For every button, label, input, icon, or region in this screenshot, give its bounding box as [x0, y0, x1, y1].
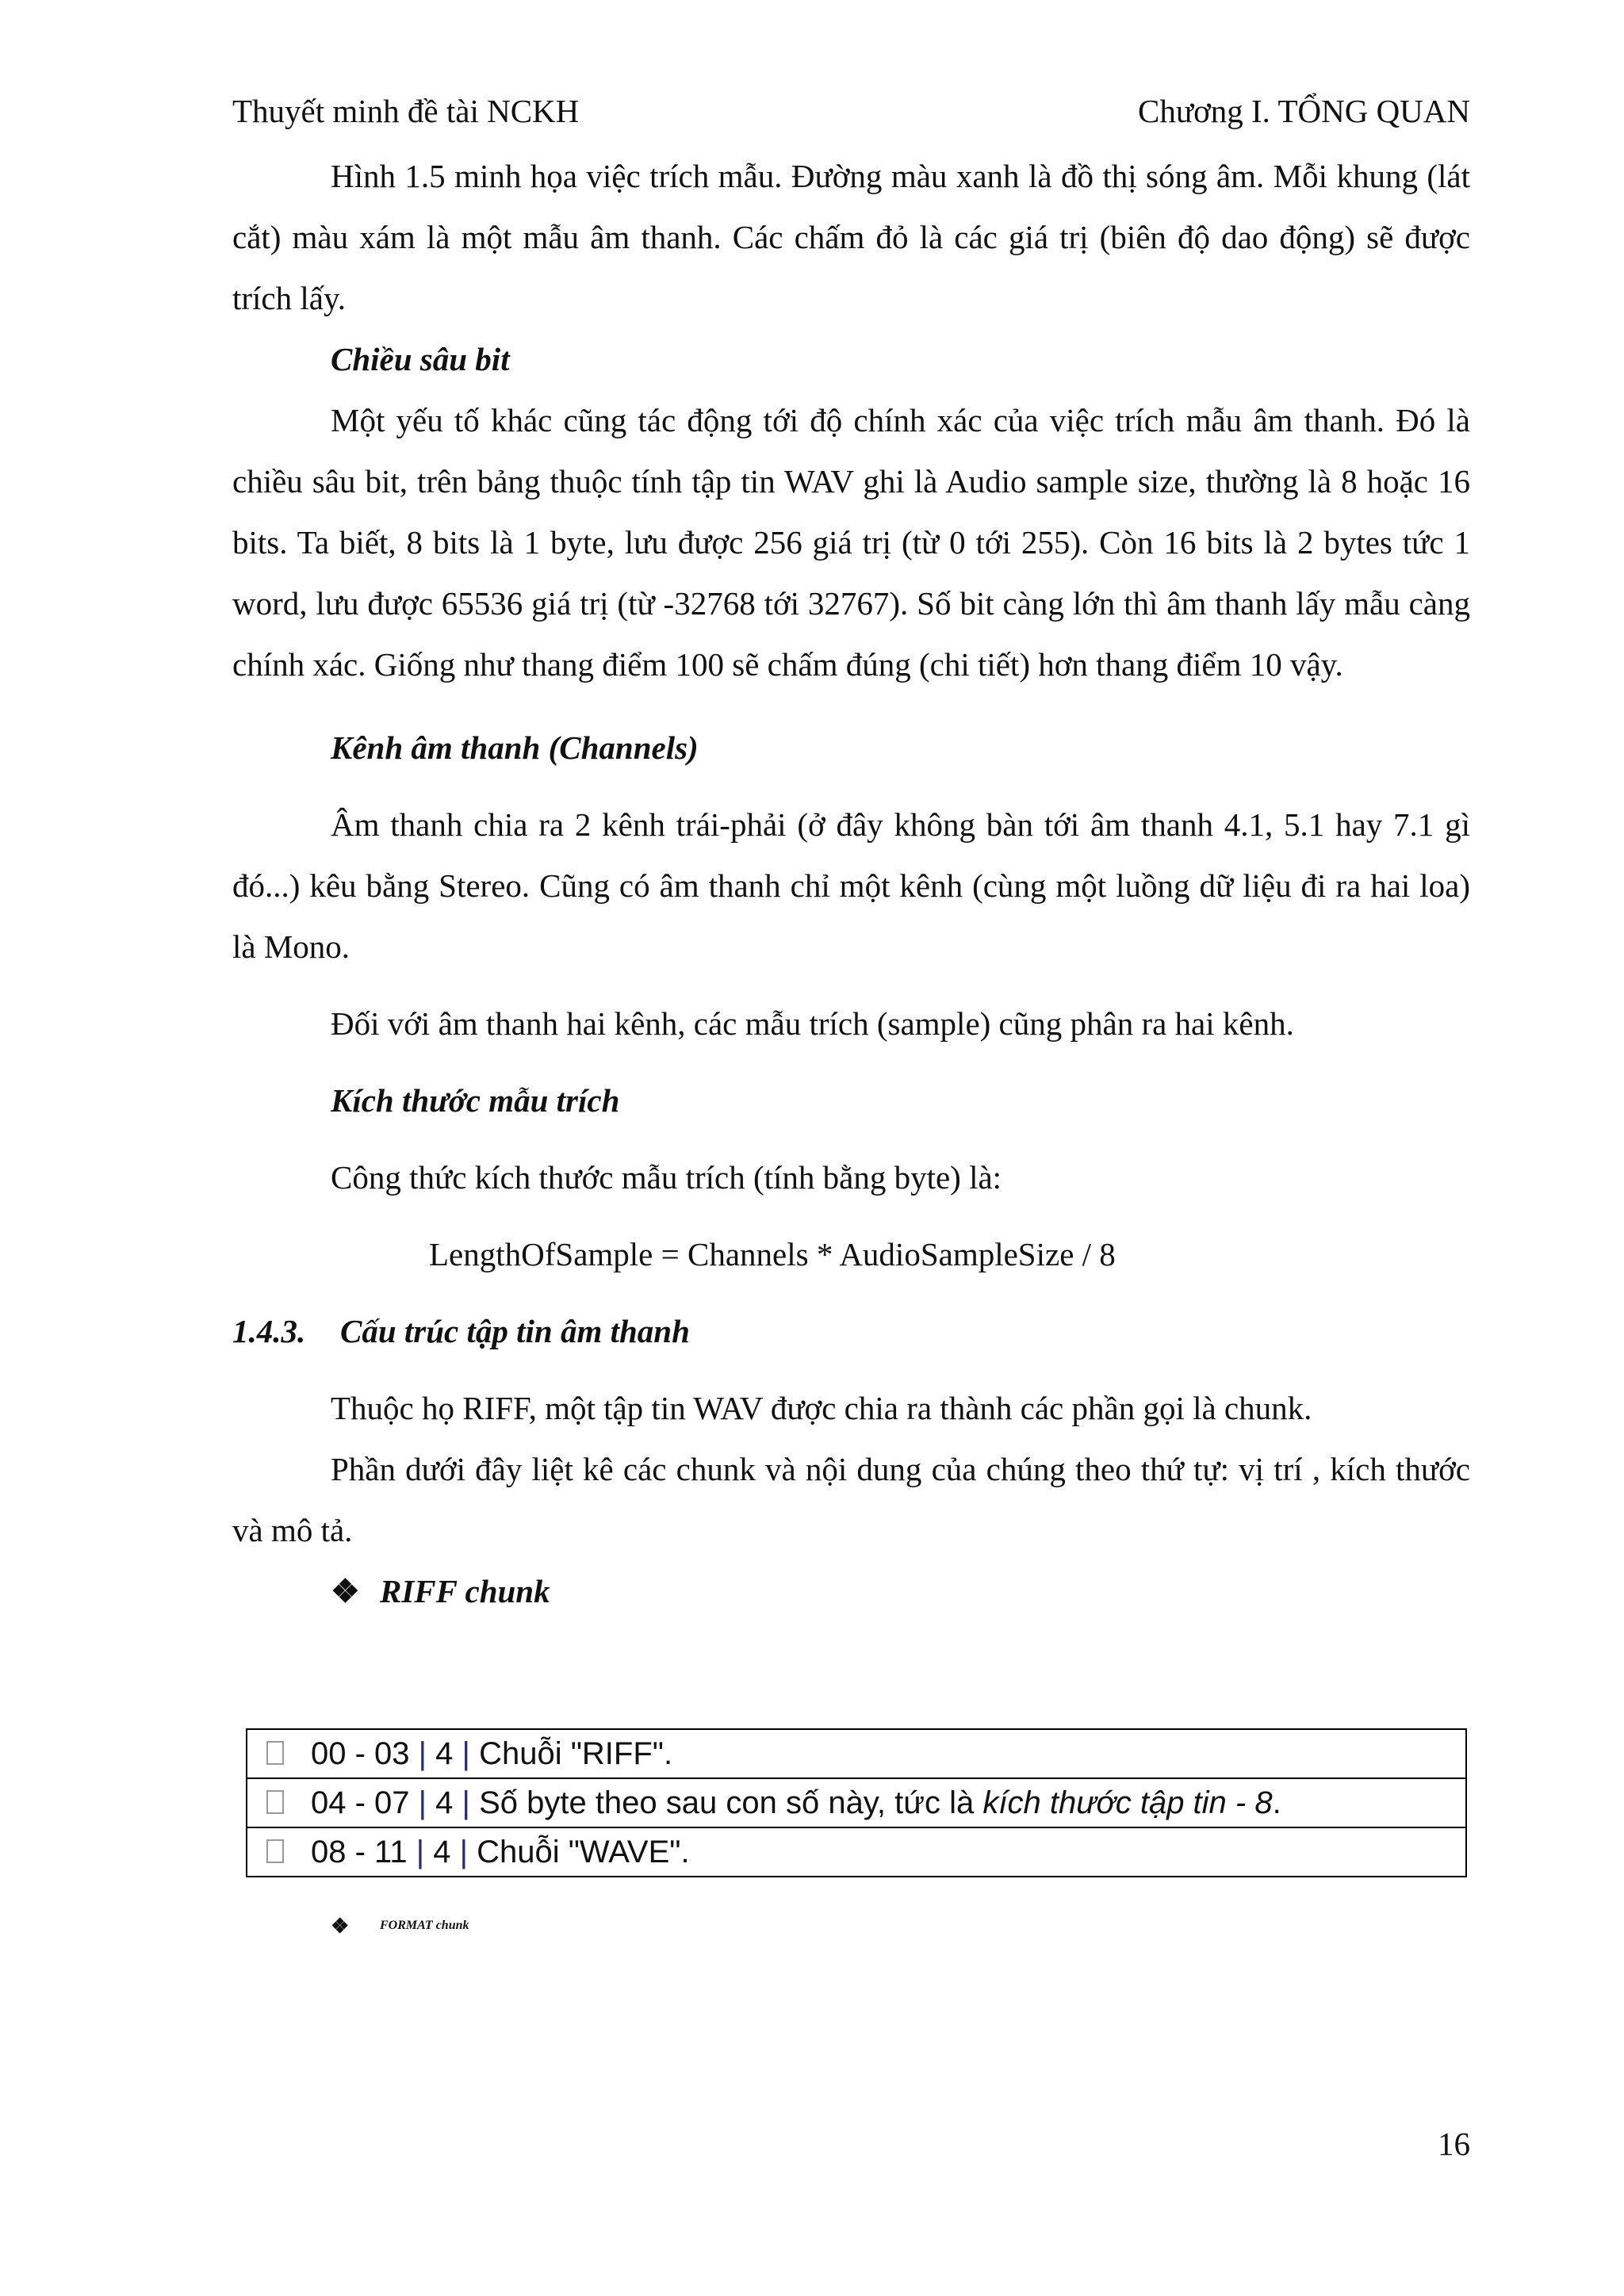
heading-sample-size: Kích thước mẫu trích: [331, 1082, 620, 1119]
separator: |: [418, 1736, 427, 1771]
diamond-bullet-icon: ❖: [331, 1573, 360, 1609]
field-size: 4: [435, 1736, 454, 1771]
field-description: Chuỗi "WAVE".: [477, 1835, 690, 1869]
riff-chunk-table: [246, 1728, 1467, 1877]
formula: LengthOfSample = Channels * AudioSampleSize / 8: [429, 1236, 1116, 1272]
field-description-end: .: [1272, 1785, 1281, 1820]
separator: |: [418, 1785, 427, 1820]
table-row: [247, 1777, 1465, 1827]
separator: |: [462, 1736, 470, 1771]
offset-range: 00 - 03: [311, 1736, 410, 1771]
field-description: Số byte theo sau con số này, tức là: [479, 1785, 983, 1820]
field-description-italic: kích thước tập tin - 8: [982, 1785, 1273, 1820]
paragraph-two-channel: Đối với âm thanh hai kênh, các mẫu trích (sample) cũng phân ra hai kênh.: [331, 1005, 1294, 1042]
checkbox-glyph-icon: [266, 1839, 284, 1863]
field-size: 4: [435, 1785, 454, 1820]
paragraph-chunk-list: Phần dưới đây liệt kê các chunk và nội dung của chúng theo thứ tự: vị trí , kích thước và mô tả.: [232, 1451, 1470, 1548]
page-number: 16: [1438, 2126, 1470, 2162]
table-row: [247, 1730, 1465, 1777]
page-body: [232, 146, 1470, 1622]
checkbox-glyph-icon: [266, 1741, 284, 1765]
field-description: Chuỗi "RIFF".: [479, 1736, 673, 1771]
separator: |: [459, 1835, 468, 1869]
table-row: [247, 1827, 1465, 1876]
paragraph-figure-description: Hình 1.5 minh họa việc trích mẫu. Đường màu xanh là đồ thị sóng âm. Mỗi khung (lát cắt) màu xám là một mẫu âm thanh. Các chấm đỏ là các giá trị (biên độ dao động) sẽ được trích lấy.: [232, 158, 1470, 316]
bullet-riff-label: RIFF chunk: [380, 1573, 550, 1609]
header-left: Thuyết minh đề tài NCKH: [232, 93, 580, 129]
separator: |: [416, 1835, 425, 1869]
paragraph-bit-depth: Một yếu tố khác cũng tác động tới độ chính xác của việc trích mẫu âm thanh. Đó là chiều sâu bit, trên bảng thuộc tính tập tin WAV ghi là Audio sample size, thường là 8 hoặc 16 bits. Ta biết, 8 bits là 1 byte, lưu được 256 giá trị (từ 0 tới 255). Còn 16 bits là 2 bytes tức 1 word, lưu được 65536 giá trị (từ -32768 tới 32767). Số bit càng lớn thì âm thanh lấy mẫu càng chính xác. Giống như thang điểm 100 sẽ chấm đúng (chi tiết) hơn thang điểm 10 vậy.: [232, 402, 1470, 683]
diamond-bullet-icon: ❖: [331, 1914, 350, 1938]
bullet-riff-chunk: [232, 1561, 1470, 1622]
section-title: Cấu trúc tập tin âm thanh: [340, 1313, 690, 1349]
checkbox-glyph-icon: [266, 1790, 284, 1814]
paragraph-channels: Âm thanh chia ra 2 kênh trái-phải (ở đây không bàn tới âm thanh 4.1, 5.1 hay 7.1 gì đó...) kêu bằng Stereo. Cũng có âm thanh chỉ một kênh (cùng một luồng dữ liệu đi ra hai loa) là Mono.: [232, 806, 1470, 965]
heading-channels: Kênh âm thanh (Channels): [331, 729, 699, 766]
separator: |: [462, 1785, 470, 1820]
paragraph-formula-intro: Công thức kích thước mẫu trích (tính bằng byte) là:: [331, 1159, 1002, 1196]
section-number: 1.4.3.: [232, 1313, 306, 1349]
offset-range: 08 - 11: [311, 1835, 408, 1869]
bullet-format-label: FORMAT chunk: [380, 1919, 469, 1932]
field-size: 4: [433, 1835, 451, 1869]
heading-bit-depth: Chiều sâu bit: [331, 341, 510, 377]
paragraph-riff-intro: Thuộc họ RIFF, một tập tin WAV được chia ra thành các phần gọi là chunk.: [331, 1390, 1312, 1426]
section-heading: [232, 1301, 1470, 1362]
bullet-format-chunk: [232, 1895, 469, 1957]
offset-range: 04 - 07: [311, 1785, 410, 1820]
header-right: Chương I. TỔNG QUAN: [1138, 93, 1470, 129]
